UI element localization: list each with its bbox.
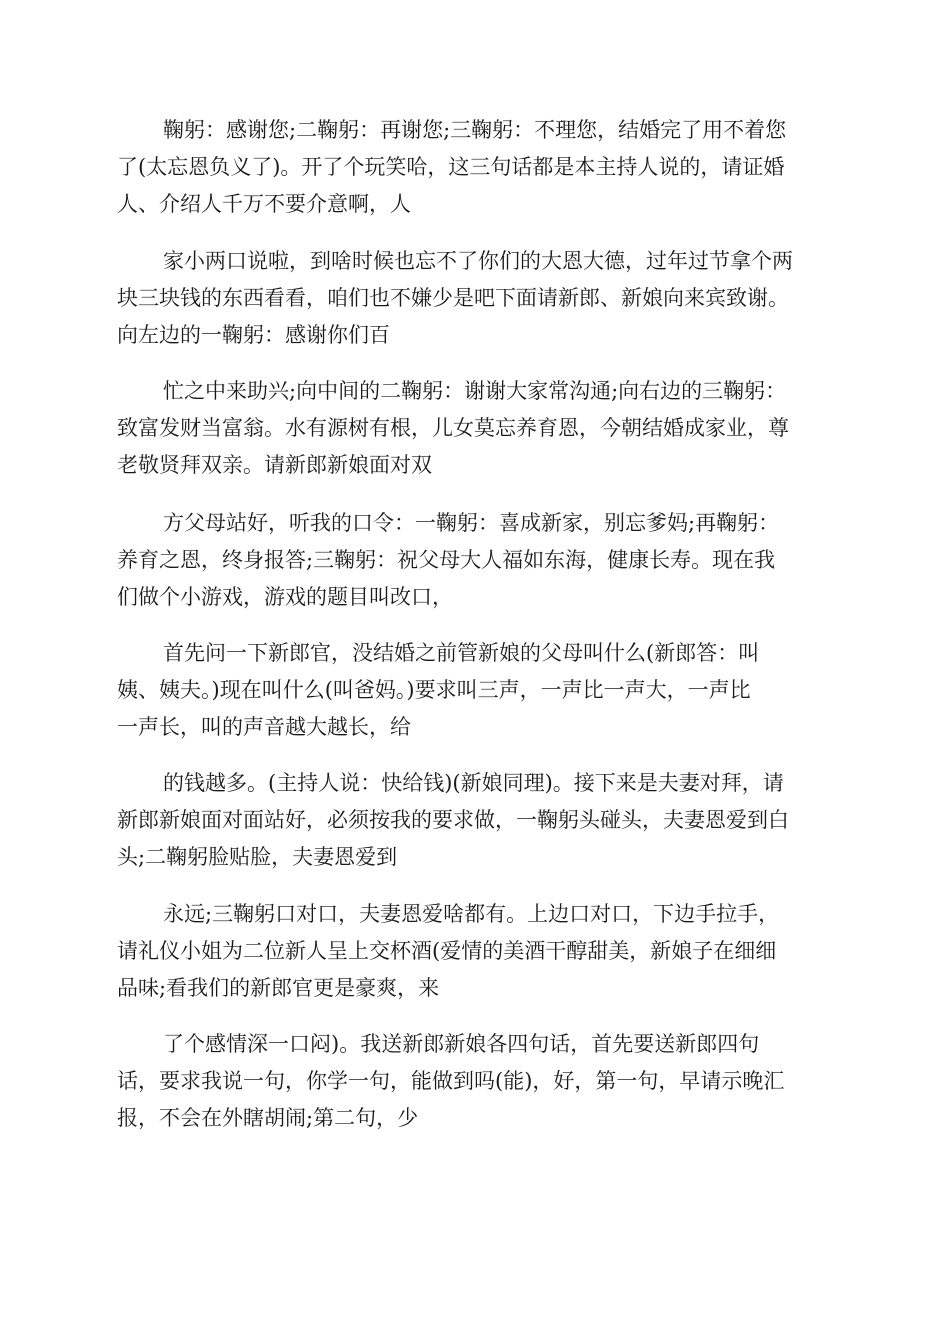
paragraph-line: 向左边的一鞠躬：感谢你们百 bbox=[117, 323, 390, 347]
paragraph-line: 家小两口说啦，到啥时候也忘不了你们的大恩大德，过年过节拿个两 bbox=[163, 249, 793, 273]
paragraph-8 bbox=[117, 1026, 837, 1137]
paragraph-2 bbox=[117, 243, 837, 354]
paragraph-line: 姨、姨夫。)现在叫什么(叫爸妈。)要求叫三声，一声比一声大，一声比 bbox=[117, 678, 751, 702]
paragraph-line: 头;二鞠躬脸贴脸，夫妻恩爱到 bbox=[117, 845, 398, 869]
paragraph-line: 老敬贤拜双亲。请新郎新娘面对双 bbox=[117, 453, 432, 477]
paragraph-line: 人、介绍人千万不要介意啊，人 bbox=[117, 192, 411, 216]
paragraph-5 bbox=[117, 635, 837, 746]
paragraph-line: 致富发财当富翁。水有源树有根，儿女莫忘养育恩，今朝结婚成家业，尊 bbox=[117, 416, 789, 440]
paragraph-line: 块三块钱的东西看看，咱们也不嫌少是吧下面请新郎、新娘向来宾致谢。 bbox=[117, 286, 789, 310]
paragraph-7 bbox=[117, 896, 837, 1007]
paragraph-line: 鞠躬：感谢您;二鞠躬：再谢您;三鞠躬：不理您，结婚完了用不着您 bbox=[163, 118, 787, 142]
paragraph-line: 新郎新娘面对面站好，必须按我的要求做，一鞠躬头碰头，夫妻恩爱到白 bbox=[117, 808, 789, 832]
paragraph-line: 养育之恩，终身报答;三鞠躬：祝父母大人福如东海，健康长寿。现在我 bbox=[117, 548, 776, 572]
paragraph-line: 品味;看我们的新郎官更是豪爽，来 bbox=[117, 976, 440, 1000]
paragraph-line: 请礼仪小姐为二位新人呈上交杯酒(爱情的美酒干醇甜美，新娘子在细细 bbox=[117, 939, 777, 963]
paragraph-line: 的钱越多。(主持人说：快给钱)(新娘同理)。接下来是夫妻对拜，请 bbox=[163, 771, 784, 795]
paragraph-line: 永远;三鞠躬口对口，夫妻恩爱啥都有。上边口对口，下边手拉手， bbox=[163, 902, 780, 926]
paragraph-line: 一声长，叫的声音越大越长，给 bbox=[117, 715, 411, 739]
paragraph-line: 了个感情深一口闷)。我送新郎新娘各四句话，首先要送新郎四句 bbox=[163, 1032, 760, 1056]
paragraph-line: 话，要求我说一句，你学一句，能做到吗(能)，好，第一句，早请示晚汇 bbox=[117, 1069, 785, 1093]
paragraph-4 bbox=[117, 505, 837, 616]
paragraph-1 bbox=[117, 112, 837, 223]
paragraph-6 bbox=[117, 765, 837, 876]
paragraph-line: 报，不会在外瞎胡闹;第二句，少 bbox=[117, 1106, 419, 1130]
paragraph-line: 忙之中来助兴;向中间的二鞠躬：谢谢大家常沟通;向右边的三鞠躬： bbox=[163, 379, 787, 403]
paragraph-line: 首先问一下新郎官，没结婚之前管新娘的父母叫什么(新郎答：叫 bbox=[163, 641, 760, 665]
paragraph-line: 们做个小游戏，游戏的题目叫改口， bbox=[117, 585, 453, 609]
paragraph-line: 方父母站好，听我的口令：一鞠躬：喜成新家，别忘爹妈;再鞠躬： bbox=[163, 511, 780, 535]
paragraph-line: 了(太忘恩负义了)。开了个玩笑哈，这三句话都是本主持人说的，请证婚 bbox=[117, 155, 785, 179]
paragraph-3 bbox=[117, 373, 837, 484]
